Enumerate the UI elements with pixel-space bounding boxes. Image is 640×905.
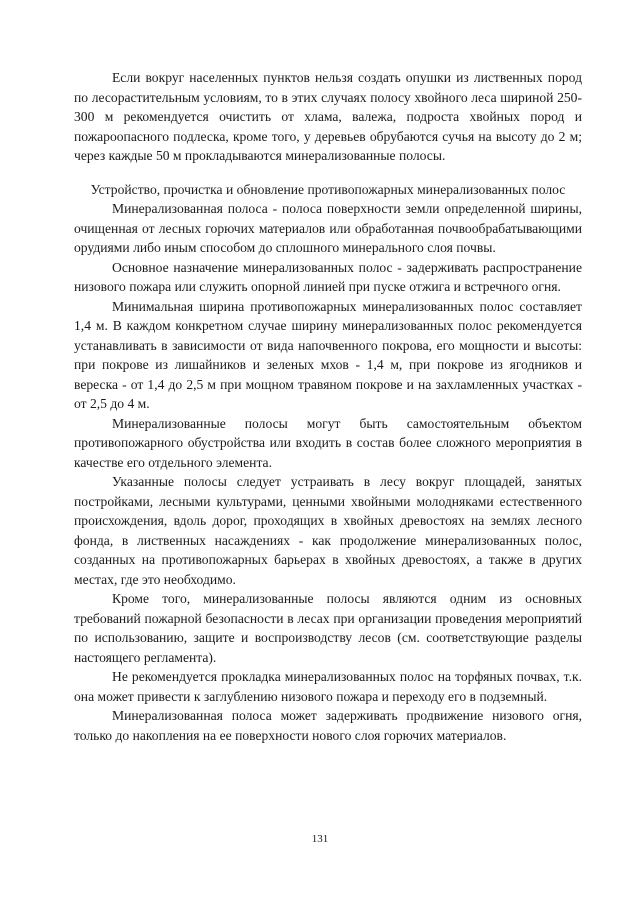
paragraph-effectiveness: Минерализованная полоса может задерживать продвижение низового огня, только до накопления на ее поверхности нового слоя горючих материалов.	[74, 708, 582, 743]
page-number: 131	[311, 833, 329, 845]
paragraph-placement: Указанные полосы следует устраивать в лесу вокруг площадей, занятых постройками, лесными культурами, ценными хвойными молодняками естественного происхождения, вдоль дорог, проходящих в хвойных древостоях на землях лесного фонда, в лиственных насаждениях - как продолжение минерализованных полос, созданных на противопожарных барьерах в хвойных древостоях, а также в других местах, где это необходимо.	[74, 474, 582, 587]
paragraph-standalone: Минерализованные полосы могут быть самостоятельным объектом противопожарного обустройства или входить в состав более сложного мероприятия в качестве его отдельного элемента.	[74, 415, 582, 470]
paragraph-width: Минимальная ширина противопожарных минерализованных полос составляет 1,4 м. В каждом конкретном случае ширину минерализованных полос рекомендуется устанавливать в зависимости от вида напочвенного покрова, его мощности и высоты: при покрове из лишайников и зеленых мхов - 1,4 м, при покрове из ягодников и вереска - от 1,4 до 2,5 м при мощном травяном покрове и на захламленных участках - от 2,5 до 4 м.	[74, 298, 582, 411]
paragraph-requirements: Кроме того, минерализованные полосы являются одним из основных требований пожарной безопасности в лесах при организации проведения мероприятий по использованию, защите и воспроизводству лесов (см. соответствующие разделы настоящего регламента).	[74, 591, 582, 665]
paragraph-definition: Минерализованная полоса - полоса поверхности земли определенной ширины, очищенная от лесных горючих материалов или обработанная почвообрабатывающими орудиями либо иным способом до сплошного минерального слоя почвы.	[74, 201, 582, 255]
paragraph-peat-soils: Не рекомендуется прокладка минерализованных полос на торфяных почвах, т.к. она может привести к заглублению низового пожара и переходу его в подземный.	[74, 669, 582, 704]
paragraph-forest-edge: Если вокруг населенных пунктов нельзя создать опушки из лиственных пород по лесорастительным условиям, то в этих случаях полосу хвойного леса шириной 250-300 м рекомендуется очистить от хлама, валежа, подроста хвойных пород и пожароопасного подлеска, кроме того, у деревьев обрубаются сучья на высоту до 2 м; через каждые 50 м прокладываются минерализованные полосы.	[74, 70, 582, 163]
page-body	[74, 68, 582, 745]
section-heading: Устройство, прочистка и обновление противопожарных минерализованных полос	[90, 181, 566, 197]
paragraph-purpose: Основное назначение минерализованных полос - задерживать распространение низового пожара или служить опорной линией при пуске отжига и встречного огня.	[74, 259, 582, 294]
